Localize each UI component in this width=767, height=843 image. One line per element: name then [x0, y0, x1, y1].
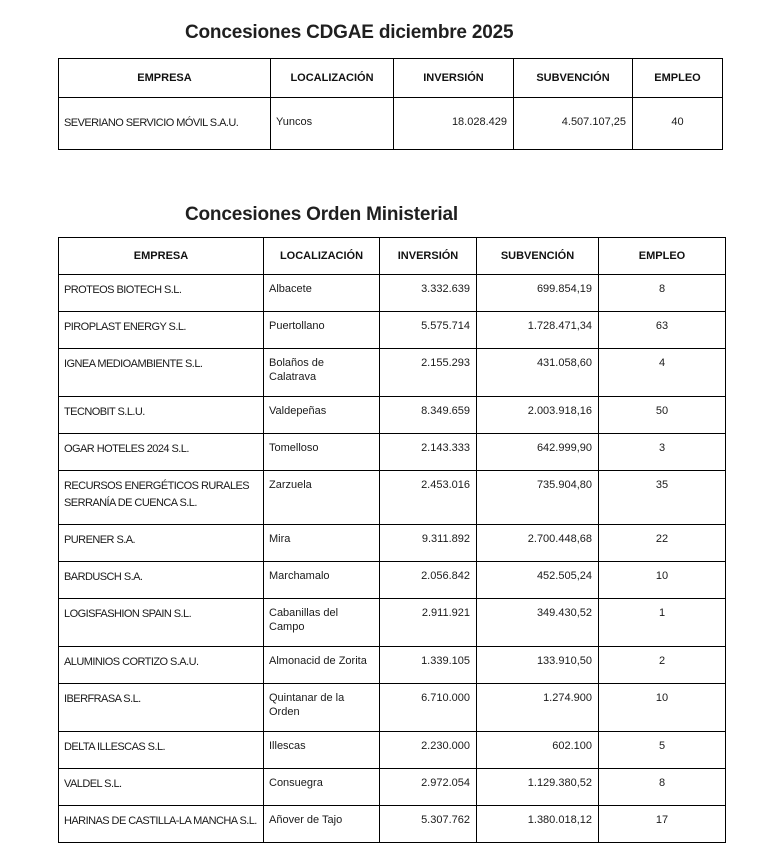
title-concesiones-cdgae: Concesiones CDGAE diciembre 2025 — [185, 22, 514, 43]
cell-localizacion: Illescas — [264, 732, 380, 769]
cell-empleo: 1 — [599, 599, 726, 647]
cell-empresa: ALUMINIOS CORTIZO S.A.U. — [59, 647, 264, 684]
cell-empleo: 3 — [599, 434, 726, 471]
cell-empresa: IBERFRASA S.L. — [59, 684, 264, 732]
cell-empleo: 22 — [599, 525, 726, 562]
table-row — [59, 471, 726, 525]
cell-empresa: DELTA ILLESCAS S.L. — [59, 732, 264, 769]
header-empresa: EMPRESA — [59, 238, 264, 275]
table-row — [59, 732, 726, 769]
cell-subvencion: 2.700.448,68 — [477, 525, 599, 562]
table-row — [59, 397, 726, 434]
header-subvencion: SUBVENCIÓN — [514, 59, 633, 98]
cell-localizacion: Marchamalo — [264, 562, 380, 599]
cell-localizacion: Puertollano — [264, 312, 380, 349]
cell-empresa: LOGISFASHION SPAIN S.L. — [59, 599, 264, 647]
cdgae-table — [58, 58, 723, 150]
cell-empresa: BARDUSCH S.A. — [59, 562, 264, 599]
cell-subvencion: 431.058,60 — [477, 349, 599, 397]
cell-empresa: OGAR HOTELES 2024 S.L. — [59, 434, 264, 471]
cell-inversion: 2.972.054 — [380, 769, 477, 806]
cell-empleo: 10 — [599, 684, 726, 732]
cell-subvencion: 1.129.380,52 — [477, 769, 599, 806]
table-row — [59, 599, 726, 647]
cell-subvencion: 699.854,19 — [477, 275, 599, 312]
header-inversion: INVERSIÓN — [394, 59, 514, 98]
header-localizacion: LOCALIZACIÓN — [271, 59, 394, 98]
cell-empleo: 40 — [633, 98, 723, 150]
cell-empresa: RECURSOS ENERGÉTICOS RURALES SERRANÍA DE CUENCA S.L. — [59, 471, 264, 525]
cell-localizacion: Bolaños de Calatrava — [264, 349, 380, 397]
table-row — [59, 98, 723, 150]
cell-subvencion: 452.505,24 — [477, 562, 599, 599]
cell-inversion: 9.311.892 — [380, 525, 477, 562]
cell-empleo: 2 — [599, 647, 726, 684]
table-row — [59, 769, 726, 806]
om-header-row — [59, 238, 726, 275]
table-row — [59, 349, 726, 397]
cell-inversion: 2.056.842 — [380, 562, 477, 599]
table-row — [59, 434, 726, 471]
cell-inversion: 1.339.105 — [380, 647, 477, 684]
cell-localizacion: Tomelloso — [264, 434, 380, 471]
title-concesiones-orden-ministerial: Concesiones Orden Ministerial — [185, 204, 458, 225]
cell-empresa: PROTEOS BIOTECH S.L. — [59, 275, 264, 312]
cell-empresa: TECNOBIT S.L.U. — [59, 397, 264, 434]
cell-subvencion: 2.003.918,16 — [477, 397, 599, 434]
cell-empleo: 17 — [599, 806, 726, 843]
cell-empleo: 4 — [599, 349, 726, 397]
cell-subvencion: 349.430,52 — [477, 599, 599, 647]
cell-subvencion: 1.274.900 — [477, 684, 599, 732]
cell-localizacion: Cabanillas del Campo — [264, 599, 380, 647]
cell-localizacion: Añover de Tajo — [264, 806, 380, 843]
cell-subvencion: 133.910,50 — [477, 647, 599, 684]
cell-empleo: 8 — [599, 275, 726, 312]
cell-empresa: IGNEA MEDIOAMBIENTE S.L. — [59, 349, 264, 397]
cell-localizacion: Valdepeñas — [264, 397, 380, 434]
orden-ministerial-table — [58, 237, 726, 843]
cell-empleo: 10 — [599, 562, 726, 599]
cell-localizacion: Albacete — [264, 275, 380, 312]
cell-localizacion: Almonacid de Zorita — [264, 647, 380, 684]
cell-subvencion: 642.999,90 — [477, 434, 599, 471]
cell-localizacion: Mira — [264, 525, 380, 562]
cell-inversion: 18.028.429 — [394, 98, 514, 150]
cell-subvencion: 1.728.471,34 — [477, 312, 599, 349]
table-row — [59, 647, 726, 684]
cell-inversion: 2.155.293 — [380, 349, 477, 397]
table-row — [59, 562, 726, 599]
header-inversion: INVERSIÓN — [380, 238, 477, 275]
cell-empleo: 35 — [599, 471, 726, 525]
cell-inversion: 6.710.000 — [380, 684, 477, 732]
cell-subvencion: 735.904,80 — [477, 471, 599, 525]
cell-empleo: 63 — [599, 312, 726, 349]
header-subvencion: SUBVENCIÓN — [477, 238, 599, 275]
cell-empresa: SEVERIANO SERVICIO MÓVIL S.A.U. — [59, 98, 271, 150]
cell-inversion: 5.307.762 — [380, 806, 477, 843]
cell-empleo: 5 — [599, 732, 726, 769]
cell-subvencion: 602.100 — [477, 732, 599, 769]
header-empleo: EMPLEO — [599, 238, 726, 275]
cell-inversion: 3.332.639 — [380, 275, 477, 312]
cdgae-header-row — [59, 59, 723, 98]
cell-localizacion: Zarzuela — [264, 471, 380, 525]
cell-localizacion: Quintanar de la Orden — [264, 684, 380, 732]
table-row — [59, 312, 726, 349]
cell-inversion: 8.349.659 — [380, 397, 477, 434]
cell-inversion: 5.575.714 — [380, 312, 477, 349]
cell-inversion: 2.911.921 — [380, 599, 477, 647]
cell-subvencion: 1.380.018,12 — [477, 806, 599, 843]
table-row — [59, 525, 726, 562]
cell-localizacion: Yuncos — [271, 98, 394, 150]
cell-inversion: 2.143.333 — [380, 434, 477, 471]
cell-inversion: 2.453.016 — [380, 471, 477, 525]
cell-empleo: 8 — [599, 769, 726, 806]
cell-empresa: HARINAS DE CASTILLA-LA MANCHA S.L. — [59, 806, 264, 843]
cell-empresa: PIROPLAST ENERGY S.L. — [59, 312, 264, 349]
cell-localizacion: Consuegra — [264, 769, 380, 806]
table-row — [59, 684, 726, 732]
table-row — [59, 275, 726, 312]
cell-empresa: PURENER S.A. — [59, 525, 264, 562]
cell-empleo: 50 — [599, 397, 726, 434]
header-empresa: EMPRESA — [59, 59, 271, 98]
header-empleo: EMPLEO — [633, 59, 723, 98]
cell-empresa: VALDEL S.L. — [59, 769, 264, 806]
cell-inversion: 2.230.000 — [380, 732, 477, 769]
cell-subvencion: 4.507.107,25 — [514, 98, 633, 150]
header-localizacion: LOCALIZACIÓN — [264, 238, 380, 275]
table-row — [59, 806, 726, 843]
